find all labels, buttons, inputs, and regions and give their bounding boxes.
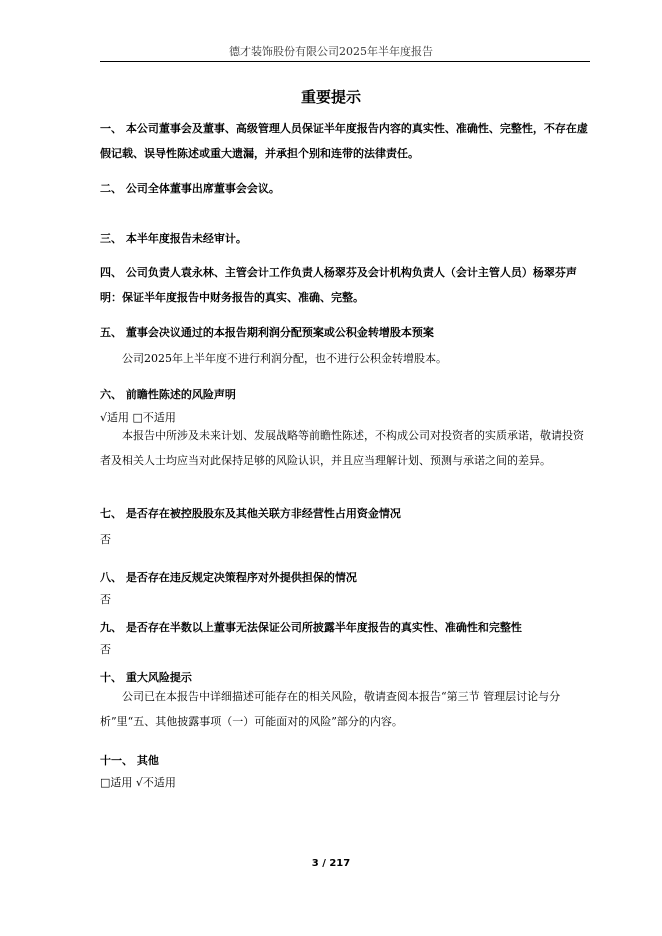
item-8-body: 否 bbox=[100, 593, 111, 606]
item-7-body: 否 bbox=[100, 533, 111, 546]
item-3: 三、 本半年度报告未经审计。 bbox=[100, 232, 247, 245]
item-2: 二、 公司全体董事出席董事会会议。 bbox=[100, 182, 280, 195]
item-1: 一、 本公司董事会及董事、高级管理人员保证半年度报告内容的真实性、准确性、完整性，不存在虚假记载、误导性陈述或重大遗漏，并承担个别和连带的法律责任。 bbox=[100, 122, 588, 160]
item-11-option: □适用 √不适用 bbox=[100, 776, 176, 789]
page-number: 3 / 217 bbox=[311, 858, 351, 869]
item-11-heading: 十一、 其他 bbox=[100, 754, 159, 767]
item-9-heading: 九、 是否存在半数以上董事无法保证公司所披露半年度报告的真实性、准确性和完整性 bbox=[100, 621, 522, 634]
page-header: 德才装饰股份有限公司2025年半年度报告 bbox=[229, 45, 433, 58]
item-6-heading: 六、 前瞻性陈述的风险声明 bbox=[100, 388, 236, 401]
header-rule bbox=[100, 61, 590, 62]
item-5-heading: 五、 董事会决议通过的本报告期利润分配预案或公积金转增股本预案 bbox=[100, 326, 434, 339]
item-5-body: 公司2025年上半年度不进行利润分配，也不进行公积金转增股本。 bbox=[122, 352, 447, 365]
page-title: 重要提示 bbox=[300, 88, 361, 106]
item-6-body: 本报告中所涉及未来计划、发展战略等前瞻性陈述，不构成公司对投资者的实质承诺，敬请投资者及相关人士均应当对此保持足够的风险认识，并且应当理解计划、预测与承诺之间的差异。 bbox=[100, 429, 584, 467]
item-9-body: 否 bbox=[100, 643, 111, 656]
item-4: 四、 公司负责人袁永林、主管会计工作负责人杨翠芬及会计机构负责人（会计主管人员）杨翠芬声明：保证半年度报告中财务报告的真实、准确、完整。 bbox=[100, 266, 577, 304]
item-8-heading: 八、 是否存在违反规定决策程序对外提供担保的情况 bbox=[100, 571, 357, 584]
item-7-heading: 七、 是否存在被控股股东及其他关联方非经营性占用资金情况 bbox=[100, 507, 401, 520]
item-10-body: 公司已在本报告中详细描述可能存在的相关风险，敬请查阅本报告“第三节 管理层讨论与分析”里“五、其他披露事项（一）可能面对的风险”部分的内容。 bbox=[100, 690, 561, 728]
item-6-option: √适用 □不适用 bbox=[100, 411, 176, 424]
item-10-heading: 十、 重大风险提示 bbox=[100, 671, 192, 684]
